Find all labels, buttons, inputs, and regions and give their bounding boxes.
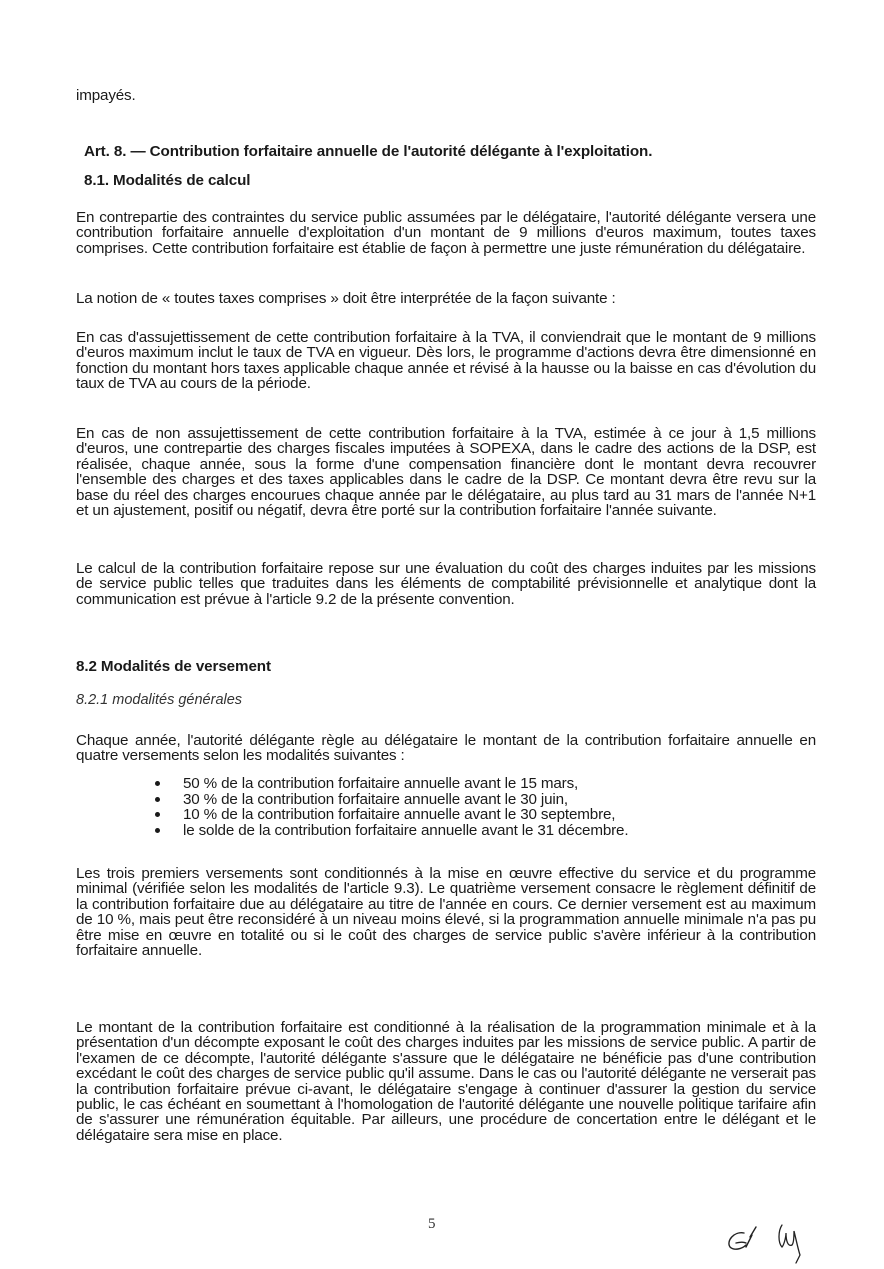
paragraph: En cas d'assujettissement de cette contribution forfaitaire à la TVA, il conviendrait que le montant de 9 millions d'euros maximum inclut le taux de TVA en vigueur. Dès lors, le programme d'actions devra être dimensionné en fonction du montant hors taxes applicable chaque année et révisé à la hausse ou la baisse en cas d'évolution du taux de TVA au cours de la période.: [76, 329, 816, 393]
page-number: 5: [428, 1216, 436, 1232]
section-8-2-title: 8.2 Modalités de versement: [76, 658, 271, 675]
bullet-icon: [155, 828, 160, 833]
paragraph: Chaque année, l'autorité délégante règle au délégataire le montant de la contribution forfaitaire annuelle en quatre versements selon les modalités suivantes :: [76, 732, 816, 765]
list-item: le solde de la contribution forfaitaire annuelle avant le 31 décembre.: [155, 823, 628, 839]
paragraph: La notion de « toutes taxes comprises » doit être interprétée de la façon suivante :: [76, 290, 616, 307]
paragraph: En cas de non assujettissement de cette contribution forfaitaire à la TVA, estimée à ce jour à 1,5 millions d'euros, une contrepartie des charges fiscales imputées à SOPEXA, dans le cadre des actions de la DSP, est réalisée, chaque année, sous la forme d'une compensation financière dont le montant devra recouvrer l'ensemble des charges et des taxes applicables dans le cadre de la DSP. Ce montant devra être revu sur la base du réel des charges encourues chaque année par le délégataire, au plus tard au 31 mars de l'année N+1 et un ajustement, positif ou négatif, devra être porté sur la contribution forfaitaire l'année suivante.: [76, 425, 816, 520]
section-8-2-1-subtitle: 8.2.1 modalités générales: [76, 692, 243, 708]
article-title: Art. 8. — Contribution forfaitaire annuelle de l'autorité délégante à l'exploitation.: [84, 143, 653, 160]
list-item: 30 % de la contribution forfaitaire annuelle avant le 30 juin,: [155, 792, 628, 808]
bullet-icon: [155, 781, 160, 786]
bullet-icon: [155, 797, 160, 802]
paragraph: En contrepartie des contraintes du service public assumées par le délégataire, l'autorité délégante versera une contribution forfaitaire annuelle d'exploitation d'un montant de 9 millions d'euros maximum, toutes taxes comprises. Cette contribution forfaitaire est établie de façon à permettre une juste rémunération du délégataire.: [76, 209, 816, 257]
paragraph: Le calcul de la contribution forfaitaire repose sur une évaluation du coût des charges induites par les missions de service public telles que traduites dans les éléments de comptabilité prévisionnelle et analytique dont la communication est prévue à l'article 9.2 de la présente convention.: [76, 560, 816, 608]
paragraph: Les trois premiers versements sont conditionnés à la mise en œuvre effective du service et du programme minimal (vérifiée selon les modalités de l'article 9.3). Le quatrième versement consacre le règlement définitif de la contribution forfaitaire due au délégataire au titre de l'année en cours. Ce dernier versement est au maximum de 10 %, mais peut être reconsidéré à un niveau moins élevé, si la programmation annuelle minimale n'a pas pu être mise en œuvre en totalité ou si le coût des charges de service public s'avère inférieur à la contribution forfaitaire annuelle.: [76, 865, 816, 960]
bullet-icon: [155, 812, 160, 817]
handwritten-initials: [720, 1215, 840, 1265]
payment-schedule-list: [155, 776, 628, 838]
continuation-text: impayés.: [76, 87, 136, 104]
paragraph: Le montant de la contribution forfaitaire est conditionné à la réalisation de la programmation minimale et à la présentation d'un décompte exposant le coût des charges induites par les missions de service public. A partir de l'examen de ce décompte, l'autorité délégante s'assure que le délégataire ne bénéficie pas d'une contribution excédant le coût des charges de service public qu'il assume. Dans le cas ou l'autorité délégante ne verserait pas la contribution forfaitaire prévue ci-avant, le délégataire s'engage à continuer d'assurer la gestion du service public, le cas échéant en soumettant à l'homologation de l'autorité délégante une nouvelle politique tarifaire afin de s'assurer une rémunération équitable. Par ailleurs, une procédure de concertation entre le délégant et le délégataire sera mise en place.: [76, 1019, 816, 1144]
list-item: 50 % de la contribution forfaitaire annuelle avant le 15 mars,: [155, 776, 628, 792]
section-8-1-title: 8.1. Modalités de calcul: [84, 172, 251, 189]
list-item: 10 % de la contribution forfaitaire annuelle avant le 30 septembre,: [155, 807, 628, 823]
